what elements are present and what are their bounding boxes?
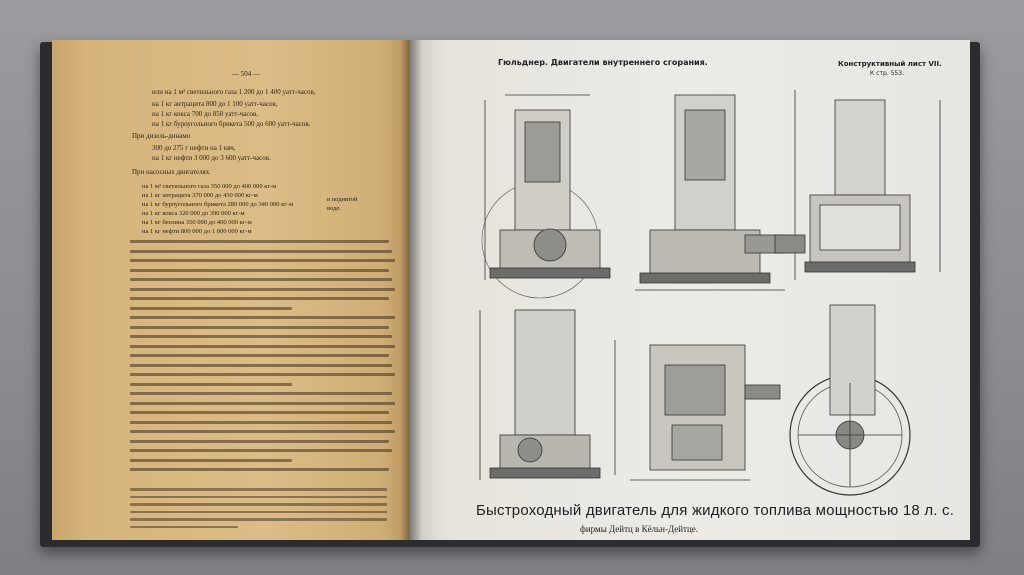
illegible-text-line: [130, 307, 292, 310]
illegible-text-line: [130, 459, 292, 462]
illegible-text-line: [130, 335, 392, 338]
illegible-footnote-line: [130, 503, 387, 506]
illegible-footnote-line: [130, 488, 387, 491]
brace-label: в поднятой воде.: [327, 196, 358, 212]
illegible-text-line: [130, 240, 389, 243]
table-row: на 1 кг бензина 350 000 до 400 000 кг-м: [142, 219, 252, 226]
illegible-text-line: [130, 364, 392, 367]
illegible-text-line: [130, 430, 395, 433]
illegible-text-line: [130, 421, 392, 424]
book-gutter: [400, 40, 422, 540]
text-line: на 1 кг антрацита 800 до 1 100 уатт-часов,: [152, 100, 278, 108]
right-page: [410, 40, 970, 540]
table-row: на 1 кг буроугольного брикета 280 000 до 340 000 кг-м: [142, 201, 294, 208]
engine-lower-left-drawing: [480, 310, 600, 480]
values-table: [142, 182, 293, 236]
illegible-text-line: [130, 269, 389, 272]
illegible-text-line: [130, 297, 389, 300]
illegible-footnote-line: [130, 518, 387, 521]
illegible-text-line: [130, 250, 392, 253]
illegible-text-line: [130, 392, 392, 395]
footnote: [130, 488, 400, 533]
table-row: на 1 кг кокса 320 000 до 390 000 кг-м: [142, 210, 245, 217]
illegible-text-line: [130, 288, 395, 291]
text-line: или на 1 м³ светильного газа 1 200 до 1 400 уатт-часов,: [152, 88, 316, 96]
illegible-text-line: [130, 316, 395, 319]
text-line: 300 до 275 г нефти на 1 квч,: [152, 144, 236, 152]
engine-section-drawing: [482, 95, 610, 298]
page-number: — 504 —: [232, 70, 260, 78]
engine-drawings: [410, 40, 970, 540]
text-line: на 1 кг буроугольного брикета 500 до 600 уатт-часов.: [152, 120, 311, 128]
text-line: При дизель-динамо: [132, 132, 191, 140]
illegible-text-line: [130, 383, 292, 386]
text-line: на 1 кг нефти 3 000 до 3 600 уатт-часов.: [152, 154, 271, 162]
illegible-text-line: [130, 440, 389, 443]
engine-side-drawing: [775, 100, 940, 272]
illegible-text-line: [130, 345, 395, 348]
plate-header-left: Гюльднер. Двигатели внутреннего сгорания.: [498, 58, 708, 67]
flywheel-drawing: [790, 305, 910, 495]
engine-front-drawing: [635, 90, 795, 290]
table-row: на 1 кг антрацита 370 000 до 450 000 кг-м: [142, 192, 258, 199]
left-page: [52, 40, 410, 540]
illegible-footnote-line: [130, 526, 238, 529]
illegible-text-line: [130, 411, 389, 414]
text-line: При насосных двигателях: [132, 168, 210, 176]
illegible-text-line: [130, 402, 395, 405]
illegible-text-line: [130, 326, 389, 329]
illegible-text-line: [130, 259, 395, 262]
plate-header-sub: К стр. 553.: [870, 70, 904, 77]
plate-caption: Быстроходный двигатель для жидкого топлива мощностью 18 л. с.: [476, 502, 955, 519]
body-paragraphs: [130, 240, 400, 478]
illegible-text-line: [130, 468, 389, 471]
illegible-text-line: [130, 354, 389, 357]
illegible-footnote-line: [130, 496, 387, 499]
text-line: на 1 кг кокса 700 до 850 уатт-часов,: [152, 110, 259, 118]
table-row: на 1 кг нефти 800 000 до 1 000 000 кг-м: [142, 228, 252, 235]
illegible-text-line: [130, 449, 392, 452]
engine-plan-drawing: [615, 340, 780, 480]
illegible-footnote-line: [130, 511, 387, 514]
illegible-text-line: [130, 373, 395, 376]
illegible-text-line: [130, 278, 392, 281]
plate-header-right: Конструктивный лист VII.: [838, 60, 942, 68]
table-row: на 1 м³ светильного газа 350 000 до 400 000 кг-м: [142, 183, 277, 190]
plate-caption-sub: фирмы Дейтц в Кёльн-Дейтце.: [580, 524, 699, 534]
